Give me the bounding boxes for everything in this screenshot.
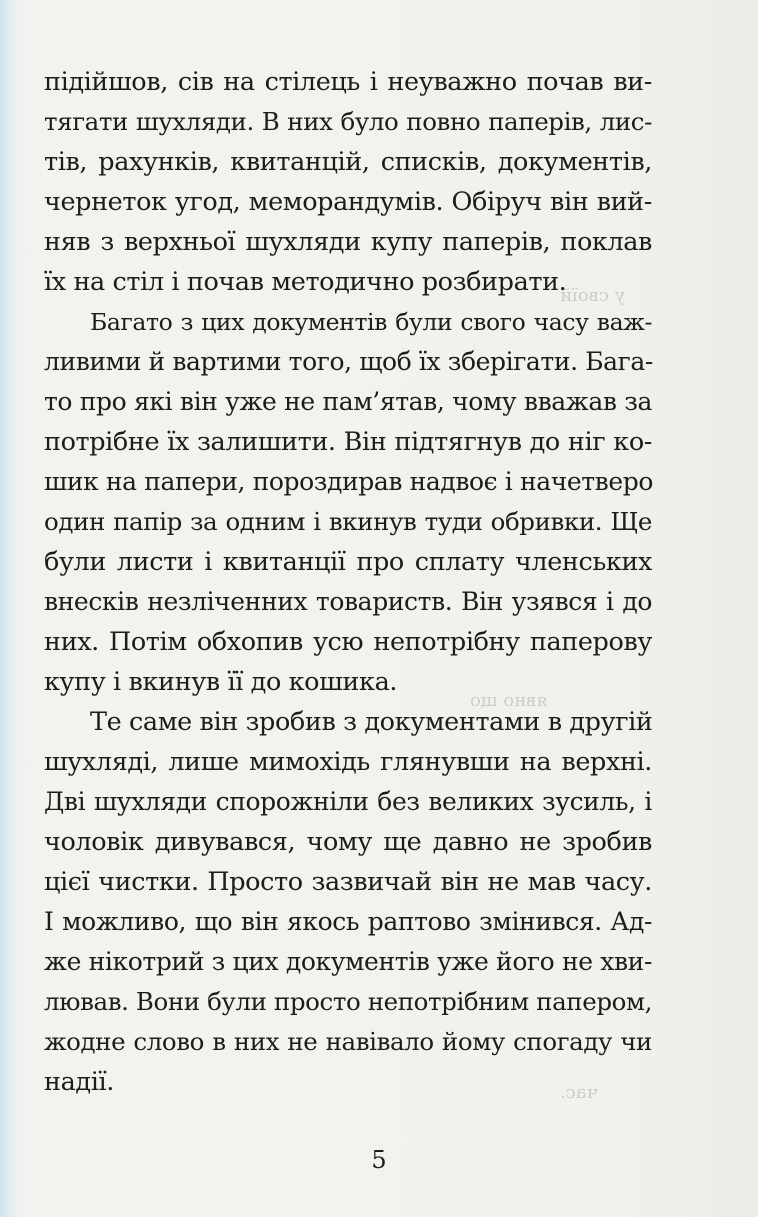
show-through-text: у своїй — [560, 285, 626, 306]
text-line: внесків незліченних товариств. Він узявся і до — [44, 587, 652, 616]
show-through-text: явно що — [470, 690, 548, 711]
text-line: купу і вкинув її до кошика. — [44, 667, 398, 697]
text-line: цієї чистки. Просто зазвичай він не мав часу. — [44, 867, 652, 897]
show-through-text: час. — [560, 1082, 599, 1103]
text-line: Те саме він зробив з документами в другій — [90, 707, 653, 737]
text-line: же нікотрий з цих документів уже його не хви- — [44, 947, 652, 976]
text-line: чернеток угод, меморандумів. Обіруч він вий- — [44, 187, 652, 217]
text-line: шик на папери, пороздирав надвоє і начетверо — [44, 467, 653, 496]
text-line: них. Потім обхопив усю непотрібну паперову — [44, 627, 652, 657]
text-line: няв з верхньої шухляди купу паперів, поклав — [44, 227, 652, 257]
text-line: шухляді, лише мимохідь глянувши на верхні. — [44, 747, 652, 777]
page-number: 5 — [371, 1146, 387, 1174]
text-line: ливими й вартими того, щоб їх зберігати. Бага- — [44, 347, 653, 376]
text-line: чоловік дивувався, чому ще давно не зробив — [44, 827, 652, 857]
text-line: їх на стіл і почав методично розбирати. — [44, 267, 567, 297]
text-line: Дві шухляди спорожніли без великих зусиль, і — [44, 787, 652, 816]
text-line: Багато з цих документів були свого часу важ- — [90, 308, 652, 336]
text-line: лював. Вони були просто непотрібним папером, — [44, 987, 652, 1016]
text-line: тягати шухляди. В них було повно паперів, лис- — [44, 107, 652, 136]
text-line: то про які він уже не пам’ятав, чому вважав за — [44, 387, 652, 416]
text-line: тів, рахунків, квитанцій, списків, документів, — [44, 147, 652, 177]
text-line: І можливо, що він якось раптово змінився. Ад- — [44, 907, 652, 936]
text-line: жодне слово в них не навівало йому спогаду чи — [44, 1027, 652, 1056]
text-line: потрібне їх залишити. Він підтягнув до ніг ко- — [44, 427, 652, 457]
text-line: підійшов, сів на стілець і неуважно почав ви- — [44, 67, 652, 97]
text-line: один папір за одним і вкинув туди обривки. Ще — [44, 507, 652, 536]
text-line: надії. — [44, 1067, 114, 1097]
text-line: були листи і квитанції про сплату членських — [44, 547, 652, 577]
